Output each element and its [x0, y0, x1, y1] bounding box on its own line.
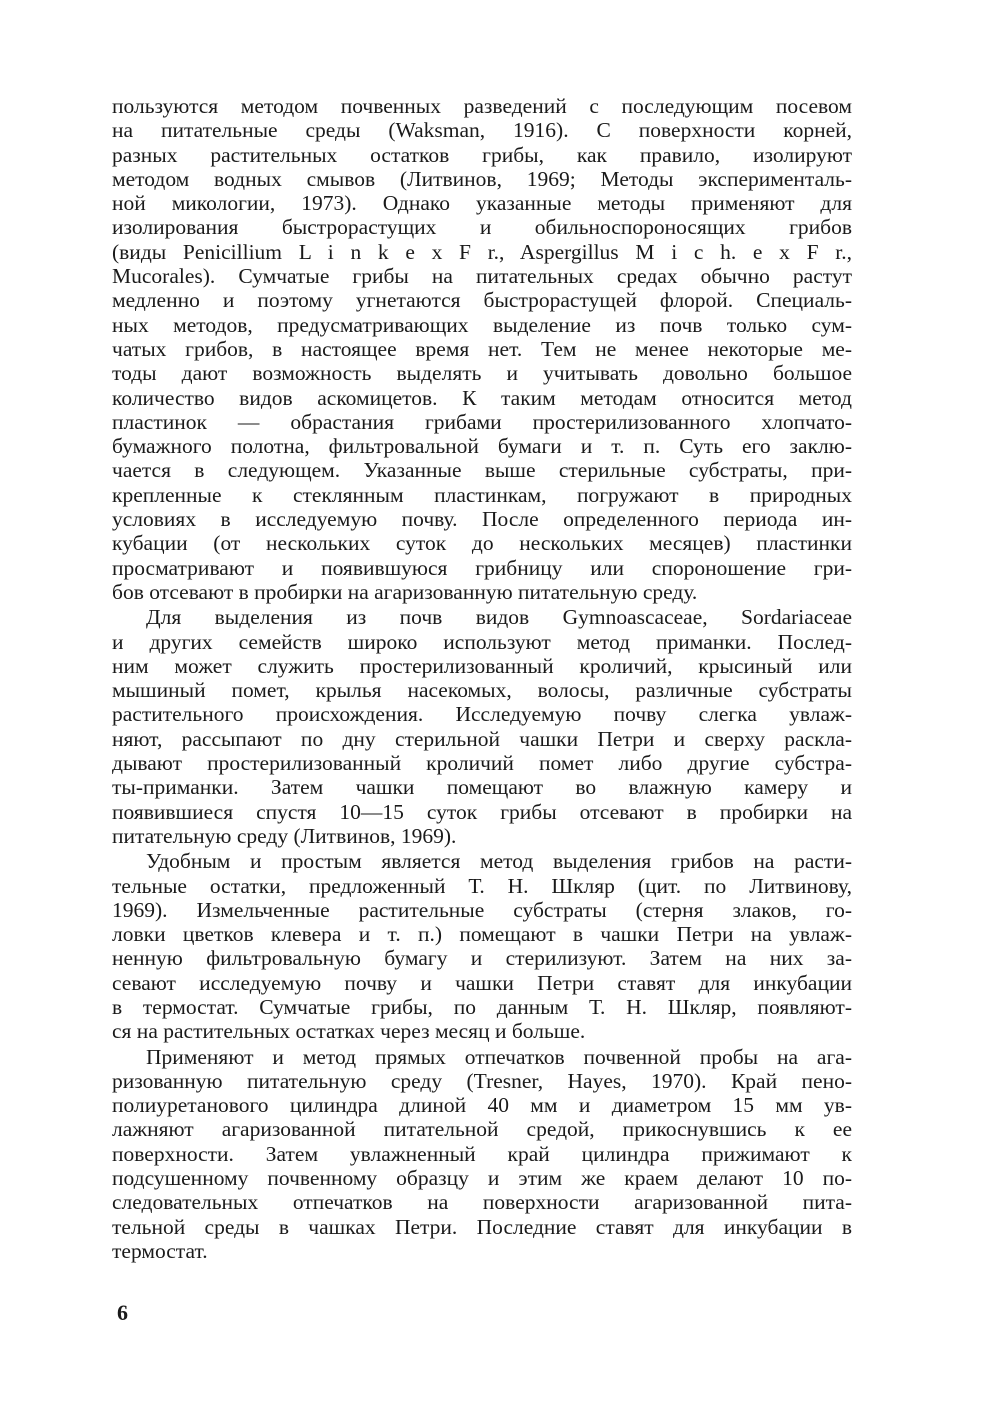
text-line: бумажного полотна, фильтровальной бумаги и т. п. Суть его заклю-	[112, 434, 852, 459]
text-line: количество видов аскомицетов. К таким методам относится метод	[112, 385, 852, 410]
text-line: Применяют и метод прямых отпечатков почвенной пробы на ага-	[146, 1044, 852, 1069]
text-line: термостат.	[112, 1238, 208, 1263]
text-line: просматривают и появившуюся грибницу или спороношение гри-	[112, 555, 852, 580]
paragraph	[112, 1045, 852, 1264]
text-line: и других семейств широко используют метод приманки. Послед-	[112, 629, 852, 654]
text-line: крепленные к стеклянным пластинкам, погружают в природных	[112, 482, 852, 507]
text-line: медленно и поэтому угнетаются быстрорастущей флорой. Специаль-	[112, 288, 852, 313]
text-line: условиях в исследуемую почву. После определенного периода ин-	[112, 507, 852, 532]
text-line: севают исследуемую почву и чашки Петри ставят для инкубации	[112, 970, 852, 995]
text-line: кубации (от нескольких суток до нескольких месяцев) пластинки	[112, 531, 852, 556]
text-line: няют, рассыпают по дну стерильной чашки Петри и сверху раскла-	[112, 726, 852, 751]
text-line: тоды дают возможность выделять и учитывать довольно большое	[112, 361, 852, 386]
text-line: бов отсевают в пробирки на агаризованную питательную среду.	[112, 579, 698, 604]
text-line: 1969). Измельченные растительные субстраты (стерня злаков, го-	[112, 897, 852, 922]
text-line: ненную фильтровальную бумагу и стерилизуют. Затем на них за-	[112, 946, 852, 971]
text-line: дывают простерилизованный кроличий помет либо другие субстра-	[112, 751, 852, 776]
text-line: пользуются методом почвенных разведений с последующим посевом	[112, 94, 852, 118]
text-line: растительного происхождения. Исследуемую почву слегка увлаж-	[112, 702, 852, 727]
text-line: лажняют агаризованной питательной средой, прикоснувшись к ее	[112, 1117, 852, 1142]
text-line: ся на растительных остатках через месяц и больше.	[112, 1019, 586, 1044]
paragraph	[112, 605, 852, 848]
text-line: ризованную питательную среду (Tresner, Hayes, 1970). Край пено-	[112, 1068, 852, 1093]
page-number: 6	[117, 1300, 128, 1325]
text-line: (виды Penicillium L i n k e x F r., Aspergillus M i c h. e x F r.,	[112, 239, 852, 264]
text-line: в термостат. Сумчатые грибы, по данным Т. Н. Шкляр, появляют-	[112, 994, 852, 1019]
text-line: пластинок — обрастания грибами простерилизованного хлопчато-	[112, 409, 852, 434]
text-line: ных методов, предусматривающих выделение из почв только сум-	[112, 312, 852, 337]
paragraph	[112, 849, 852, 1043]
text-line: изолирования быстрорастущих и обильноспороносящих грибов	[112, 215, 852, 240]
text-line: ним может служить простерилизованный кроличий, крысиный или	[112, 653, 852, 678]
text-line: тельной среды в чашках Петри. Последние ставят для инкубации в	[112, 1214, 852, 1239]
body-text	[112, 94, 852, 1263]
text-line: разных растительных остатков грибы, как правило, изолируют	[112, 142, 852, 167]
text-line: ты-приманки. Затем чашки помещают во влажную камеру и	[112, 775, 852, 800]
text-line: чается в следующем. Указанные выше стерильные субстраты, при-	[112, 458, 852, 483]
text-line: ловки цветков клевера и т. п.) помещают в чашки Петри на увлаж-	[112, 922, 852, 947]
text-line: поверхности. Затем увлажненный край цилиндра прижимают к	[112, 1141, 852, 1166]
text-line: Удобным и простым является метод выделения грибов на расти-	[146, 849, 852, 874]
text-line: мышиный помет, крылья насекомых, волосы, различные субстраты	[112, 678, 852, 703]
text-line: методом водных смывов (Литвинов, 1969; Методы эксперименталь-	[112, 166, 852, 191]
text-line: Для выделения из почв видов Gymnoascaceae, Sordariaceae	[146, 605, 852, 630]
text-line: ной микологии, 1973). Однако указанные методы применяют для	[112, 191, 852, 216]
paragraph	[112, 94, 852, 604]
text-line: Mucorales). Сумчатые грибы на питательных средах обычно растут	[112, 264, 852, 289]
text-line: питательную среду (Литвинов, 1969).	[112, 823, 457, 848]
text-line: следовательных отпечатков на поверхности агаризованной пита-	[112, 1190, 852, 1215]
text-line: появившиеся спустя 10—15 суток грибы отсевают в пробирки на	[112, 799, 852, 824]
text-line: на питательные среды (Waksman, 1916). С поверхности корней,	[112, 118, 852, 143]
text-line: подсушенному почвенному образцу и этим же краем делают 10 по-	[112, 1166, 852, 1191]
text-line: чатых грибов, в настоящее время нет. Тем не менее некоторые ме-	[112, 336, 852, 361]
text-line: полиуретанового цилиндра длиной 40 мм и диаметром 15 мм ув-	[112, 1093, 852, 1118]
text-line: тельные остатки, предложенный Т. Н. Шкляр (цит. по Литвинову,	[112, 873, 852, 898]
